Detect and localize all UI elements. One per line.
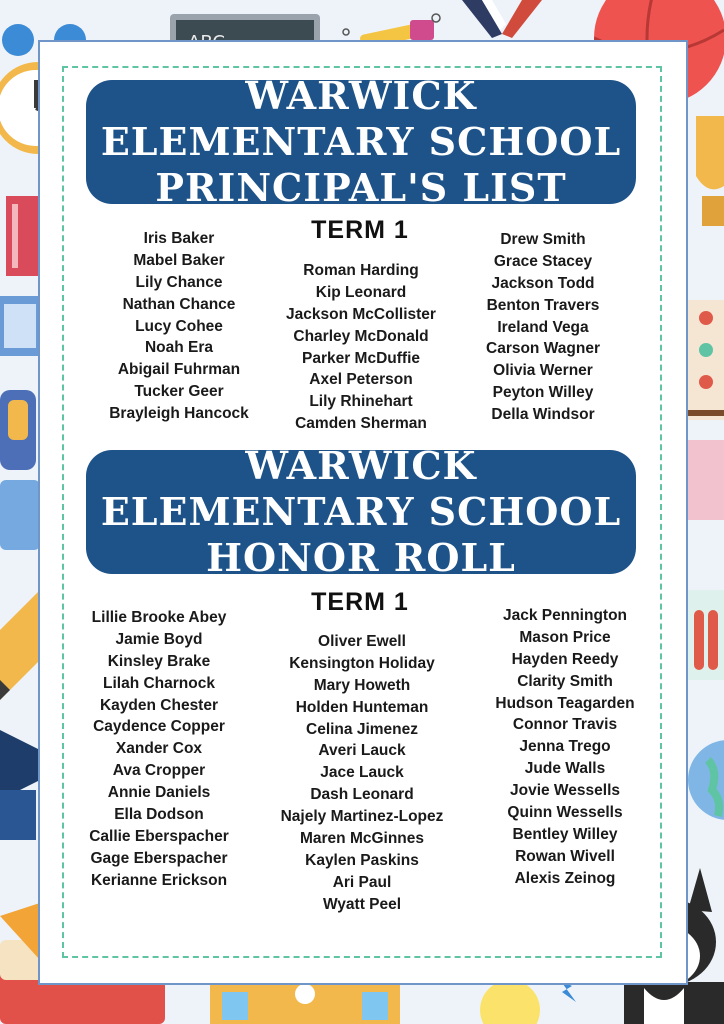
honor-roll-name: Celina Jimenez — [306, 720, 418, 738]
principals-list-name: Drew Smith — [500, 231, 586, 248]
principals-list-name: Peyton Willey — [492, 384, 594, 402]
honor-roll-name: Lillie Brooke Abey — [91, 609, 227, 626]
principals-list-name: Kip Leonard — [315, 283, 407, 301]
principals-list-name: Lily Rhinehart — [309, 393, 413, 411]
principals-list-name: Axel Peterson — [309, 371, 413, 389]
principals-list-name: Abigail Fuhrman — [117, 361, 241, 379]
principals-list-name: Jackson McCollister — [286, 305, 436, 323]
principals-list-name: Parker McDuffie — [301, 349, 420, 367]
abacus-icon — [688, 300, 724, 420]
honor-roll-name: Kaylen Paskins — [305, 851, 419, 869]
honor-roll-banner — [86, 443, 636, 580]
honor-roll-name: Hudson Teagarden — [495, 694, 635, 712]
principals-list-name: Roman Harding — [303, 262, 419, 279]
principals-list-name: Benton Travers — [486, 296, 600, 314]
backpack-icon — [0, 380, 40, 560]
principals-list-name: Camden Sherman — [295, 415, 427, 433]
pencil-icon — [0, 590, 40, 710]
honor-roll-name: Mason Price — [519, 628, 611, 646]
laptop-icon — [0, 296, 40, 356]
principals-list-name: Brayleigh Hancock — [109, 405, 249, 423]
trophy-icon — [688, 116, 724, 236]
principals-list-name: Jackson Todd — [491, 274, 595, 292]
principals-list-name: Tucker Geer — [134, 383, 224, 401]
principals-list-name: Charley McDonald — [293, 327, 429, 345]
honor-roll-term: TERM 1 — [311, 588, 409, 616]
honor-roll-name: Ari Paul — [332, 873, 392, 891]
honor-roll-name: Jude Walls — [524, 760, 606, 778]
honor-roll-column-3 — [460, 605, 670, 890]
honor-roll-title-line1: WARWICK ELEMENTARY SCHOOL — [100, 443, 622, 534]
honor-roll-name: Kinsley Brake — [107, 652, 211, 670]
honor-roll-name: Dash Leonard — [310, 786, 414, 804]
honor-roll-name: Jenna Trego — [519, 738, 611, 756]
principals-list-title-line1: WARWICK ELEMENTARY SCHOOL — [100, 73, 622, 164]
honor-roll-title-line2: HONOR ROLL — [206, 535, 516, 580]
principals-list-name: Grace Stacey — [493, 252, 593, 270]
medal-icon — [462, 0, 542, 38]
honor-roll-name: Mary Howeth — [313, 676, 411, 694]
honor-roll-name: Holden Hunteman — [295, 698, 429, 716]
principals-list-name: Carson Wagner — [486, 340, 600, 358]
principals-list-banner — [86, 73, 636, 210]
honor-roll-name: Ella Dodson — [114, 806, 204, 824]
principals-list-column-2 — [256, 260, 466, 435]
honor-roll-name: Jace Lauck — [320, 764, 404, 782]
honor-roll-name: Quinn Wessells — [507, 804, 623, 822]
honor-roll-name: Jovie Wessells — [509, 782, 620, 800]
honor-roll-column-2 — [257, 631, 467, 916]
honor-roll-name: Maren McGinnes — [299, 830, 425, 848]
principals-list-column-3 — [438, 229, 648, 426]
honor-roll-name: Kayden Chester — [99, 696, 218, 714]
honor-roll-name: Caydence Copper — [93, 718, 225, 736]
test-tube-icon — [688, 440, 724, 680]
honor-roll-name: Bentley Willey — [512, 825, 618, 843]
honor-roll-name: Hayden Reedy — [511, 650, 619, 668]
honor-roll-name: Ava Cropper — [112, 762, 206, 780]
honor-roll-name: Alexis Zeinog — [514, 869, 616, 887]
honor-roll-name: Oliver Ewell — [318, 633, 406, 650]
honor-roll-name: Jamie Boyd — [115, 630, 203, 648]
honor-roll-name: Gage Eberspacher — [90, 849, 228, 867]
honor-roll-name: Jack Pennington — [502, 607, 628, 624]
graduation-cap-icon — [0, 720, 40, 840]
honor-roll-name: Connor Travis — [512, 716, 618, 734]
honor-roll-name: Wyatt Peel — [322, 895, 402, 913]
principals-list-name: Iris Baker — [143, 230, 215, 247]
honor-roll-name: Xander Cox — [115, 740, 203, 758]
honor-roll-name: Rowan Wivell — [515, 847, 615, 865]
principals-list-column-1 — [74, 228, 284, 425]
principals-list-name: Della Windsor — [491, 406, 595, 424]
honor-roll-column-1 — [54, 607, 264, 892]
principals-list-name: Olivia Werner — [493, 362, 593, 380]
principals-list-name: Lucy Cohee — [135, 317, 223, 335]
honor-roll-name: Annie Daniels — [107, 784, 211, 802]
honor-roll-name: Clarity Smith — [517, 672, 613, 690]
honor-roll-name: Kensington Holiday — [289, 654, 435, 672]
principals-list-name: Noah Era — [144, 339, 214, 357]
principals-list-name: Nathan Chance — [122, 295, 236, 313]
principals-list-title-line2: PRINCIPAL'S LIST — [155, 165, 567, 210]
honor-roll-name: Callie Eberspacher — [89, 827, 229, 845]
honor-roll-name: Najely Martinez-Lopez — [280, 808, 444, 826]
honor-roll-name: Kerianne Erickson — [90, 871, 228, 889]
principals-list-name: Lily Chance — [135, 273, 223, 291]
honor-roll-name: Lilah Charnock — [103, 674, 215, 692]
principals-list-name: Ireland Vega — [497, 318, 589, 336]
principals-list-term: TERM 1 — [311, 216, 409, 244]
globe-icon — [688, 720, 724, 840]
principals-list-name: Mabel Baker — [133, 251, 225, 269]
honor-roll-name: Averi Lauck — [318, 742, 406, 760]
